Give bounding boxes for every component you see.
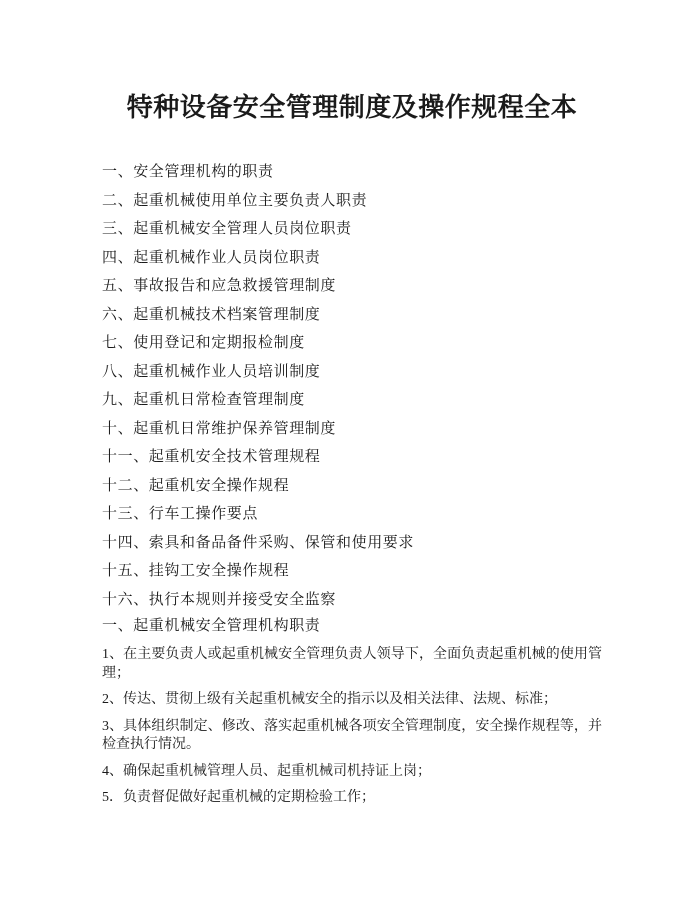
toc-item-5: 五、事故报告和应急救援管理制度	[102, 278, 337, 294]
toc-item-3: 三、起重机械安全管理人员岗位职责	[102, 221, 352, 237]
toc-item-10: 十、起重机日常维护保养管理制度	[102, 420, 337, 437]
toc-item-15: 十五、挂钩工安全操作规程	[102, 563, 290, 579]
toc-item-2: 二、起重机械使用单位主要负责人职责	[102, 192, 368, 209]
toc-item-9: 九、起重机日常检查管理制度	[102, 392, 305, 408]
toc-item-4: 四、起重机械作业人员岗位职责	[102, 249, 321, 266]
paragraph-5: 5．负责督促做好起重机械的定期检验工作；	[102, 790, 375, 805]
paragraph-1: 1、在主要负责人或起重机械安全管理负责人领导下，全面负责起重机械的使用管理；	[102, 647, 602, 681]
table-of-contents	[102, 158, 602, 614]
document-title: 特种设备安全管理制度及操作规程全本	[126, 93, 578, 122]
toc-item-14: 十四、索具和备品备件采购、保管和使用要求	[102, 534, 415, 551]
toc-item-16: 十六、执行本规则并接受安全监察	[102, 591, 337, 608]
section-heading: 一、起重机械安全管理机构职责	[102, 618, 321, 634]
section-body	[102, 646, 602, 808]
toc-item-1: 一、安全管理机构的职责	[102, 164, 274, 180]
paragraph-2: 2、传达、贯彻上级有关起重机械安全的指示以及相关法律、法规、标准；	[102, 692, 557, 707]
toc-item-8: 八、起重机械作业人员培训制度	[102, 363, 321, 380]
toc-item-7: 七、使用登记和定期报检制度	[102, 335, 305, 351]
toc-item-6: 六、起重机械技术档案管理制度	[102, 306, 321, 323]
toc-item-11: 十一、起重机安全技术管理规程	[102, 449, 321, 465]
paragraph-4: 4、确保起重机械管理人员、起重机械司机持证上岗；	[102, 763, 431, 779]
paragraph-3: 3、具体组织制定、修改、落实起重机械各项安全管理制度，安全操作规程等，并检查执行情况。	[102, 718, 602, 752]
toc-item-13: 十三、行车工操作要点	[102, 506, 259, 522]
toc-item-12: 十二、起重机安全操作规程	[102, 477, 290, 494]
